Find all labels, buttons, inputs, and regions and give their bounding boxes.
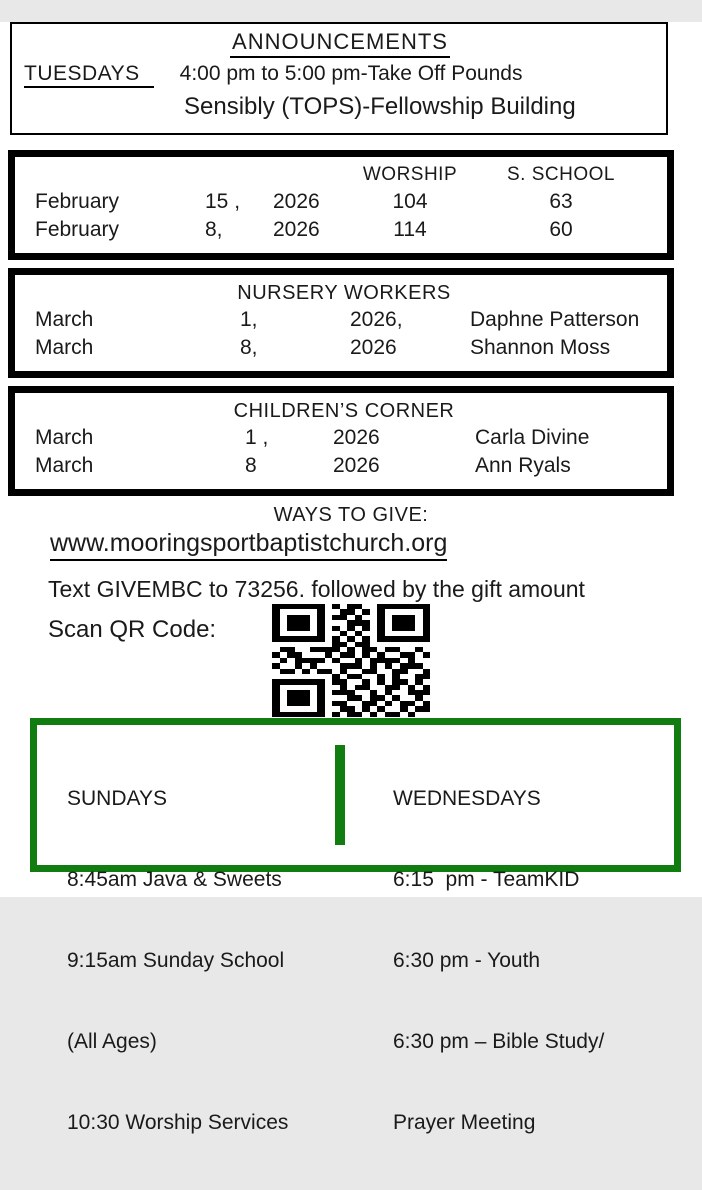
day-cell: 8, (240, 336, 258, 359)
tops-location-text: Sensibly (TOPS)-Fellowship Building (184, 93, 576, 120)
wednesday-item: 6:15 pm - TeamKID (393, 868, 580, 891)
text-to-give-instructions: Text GIVEMBC to 73256. followed by the gift amount (48, 576, 585, 602)
childrens-corner-box (8, 386, 674, 496)
attendance-row (35, 216, 653, 244)
month-cell: February (35, 218, 120, 241)
childrens-corner-row (35, 452, 653, 480)
tops-schedule-text: 4:00 pm to 5:00 pm-Take Off Pounds (179, 62, 523, 85)
nursery-workers-title: NURSERY WORKERS (237, 282, 451, 304)
qr-row (48, 604, 702, 717)
sundays-column (67, 731, 335, 1134)
attendance-box (8, 150, 674, 260)
sunday-item: 9:15am Sunday School (67, 949, 285, 972)
qr-code (272, 604, 430, 717)
tuesdays-label: TUESDAYS (24, 62, 154, 88)
schedule-divider (335, 745, 345, 845)
wednesday-item: 6:30 pm - Youth (393, 949, 541, 972)
month-cell: March (35, 336, 94, 359)
worship-count: 104 (392, 190, 428, 213)
year-cell: 2026, (350, 308, 403, 331)
childrens-corner-title: CHILDREN’S CORNER (233, 400, 455, 422)
announcements-title (24, 29, 656, 58)
attendance-row (35, 188, 653, 216)
year-cell: 2026 (273, 218, 320, 241)
scan-qr-label: Scan QR Code: (48, 616, 217, 643)
nursery-row (35, 306, 653, 334)
childrens-corner-row (35, 424, 653, 452)
website-line (50, 529, 702, 561)
wednesdays-title: WEDNESDAYS (393, 787, 541, 810)
wednesdays-column (393, 731, 605, 1134)
sschool-header: S. SCHOOL (507, 164, 615, 185)
sschool-count: 63 (549, 190, 573, 213)
announcements-box (10, 22, 668, 135)
day-cell: 8, (205, 218, 223, 241)
wednesday-item: Prayer Meeting (393, 1111, 536, 1134)
day-cell: 1, (240, 308, 258, 331)
announcements-title-text: ANNOUNCEMENTS (230, 29, 450, 58)
sundays-title: SUNDAYS (67, 787, 167, 810)
church-website-link[interactable]: www.mooringsportbaptistchurch.org (50, 529, 447, 561)
day-cell: 8 (245, 454, 257, 477)
sschool-count: 60 (549, 218, 573, 241)
nursery-row (35, 334, 653, 362)
announcements-line1 (24, 62, 656, 88)
year-cell: 2026 (333, 426, 380, 449)
worship-header: WORSHIP (362, 164, 458, 185)
leader-name: Carla Divine (475, 426, 590, 449)
month-cell: March (35, 426, 94, 449)
sunday-item: (All Ages) (67, 1030, 157, 1053)
day-cell: 1 , (245, 426, 269, 449)
worship-count: 114 (393, 218, 427, 241)
worker-name: Daphne Patterson (470, 308, 640, 331)
worker-name: Shannon Moss (470, 336, 611, 359)
wednesday-item: 6:30 pm – Bible Study/ (393, 1030, 605, 1053)
month-cell: February (35, 190, 120, 213)
nursery-workers-box (8, 268, 674, 378)
ways-to-give-title: WAYS TO GIVE: (273, 504, 429, 526)
bulletin-page (0, 22, 702, 1134)
day-cell: 15 , (205, 190, 241, 213)
sunday-item: 8:45am Java & Sweets (67, 868, 282, 891)
month-cell: March (35, 308, 94, 331)
year-cell: 2026 (333, 454, 380, 477)
weekly-schedule-box (30, 718, 681, 1134)
year-cell: 2026 (273, 190, 320, 213)
sunday-item: 10:30 Worship Services (67, 1111, 289, 1134)
year-cell: 2026 (350, 336, 397, 359)
month-cell: March (35, 454, 94, 477)
leader-name: Ann Ryals (475, 454, 571, 477)
attendance-header-row (35, 162, 653, 188)
